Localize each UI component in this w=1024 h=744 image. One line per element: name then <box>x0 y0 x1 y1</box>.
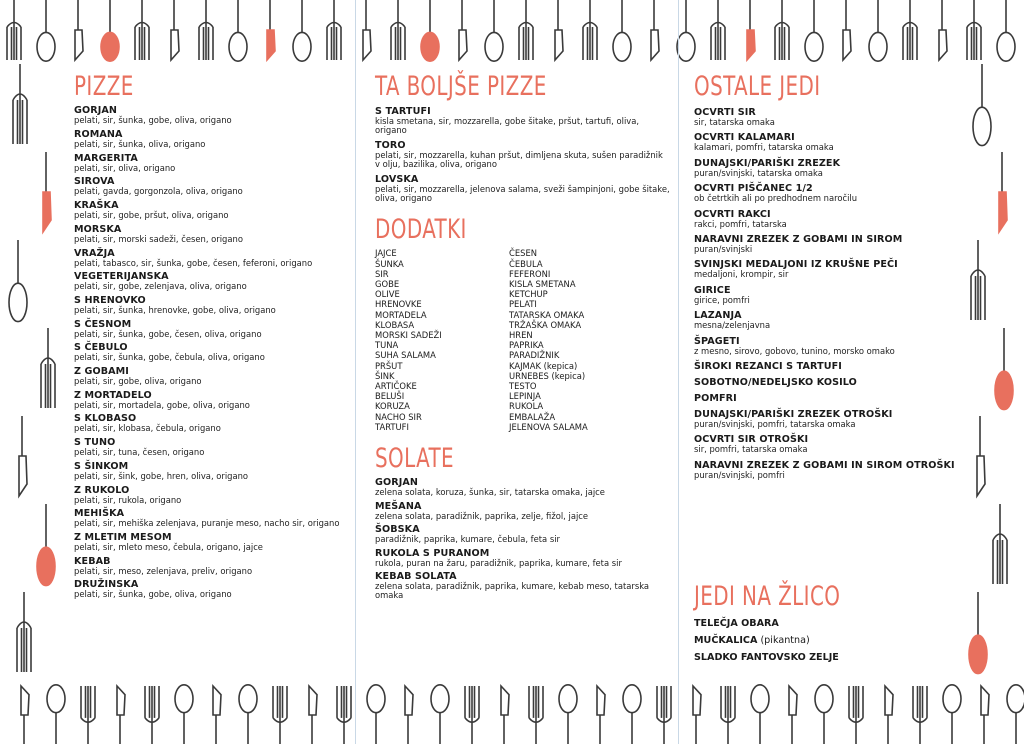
knife-icon <box>977 416 985 496</box>
item-description: pelati, sir, mehiška zelenjava, puranje meso, nacho sir, origano <box>74 518 340 529</box>
item-name: DUNAJSKI/PARIŠKI ZREZEK OTROŠKI <box>694 409 893 421</box>
fork-icon <box>657 686 671 744</box>
spoon-icon <box>995 328 1013 410</box>
panel-middle <box>358 66 676 680</box>
item-name: OCVRTI RAKCI <box>694 208 771 220</box>
item-name: DRUŽINSKA <box>74 579 139 591</box>
item-description: pelati, sir, gobe, pršut, oliva, origano <box>74 210 229 221</box>
dish-item <box>694 361 956 372</box>
item-description: pelati, sir, oliva, origano <box>74 162 176 173</box>
item-description: pelati, sir, gobe, zelenjava, oliva, origano <box>74 281 247 292</box>
item-name: TORO <box>375 139 406 151</box>
item-name: KEBAB SOLATA <box>375 571 457 583</box>
item-name: S TARTUFI <box>375 106 431 117</box>
addon-item: SIR <box>375 268 389 279</box>
dish-item <box>694 310 956 330</box>
knife-icon <box>459 0 467 60</box>
pizza-item <box>74 342 344 362</box>
pizza-item <box>74 224 344 244</box>
item-description: paradižnik, paprika, kumare, čebula, feta sir <box>375 534 560 545</box>
fork-icon <box>529 686 543 744</box>
item-description: pelati, sir, šunka, gobe, oliva, origano <box>74 115 232 126</box>
item-name: Z MORTADELO <box>74 389 152 401</box>
item-name: MUČKALICA <box>694 635 758 646</box>
knife-icon <box>651 0 659 60</box>
item-name: MEHIŠKA <box>74 508 125 520</box>
item-name: Z MLETIM MESOM <box>74 531 172 543</box>
addon-item: LEPINJA <box>509 391 541 402</box>
item-description: pelati, sir, šunka, gobe, čebula, oliva, origano <box>74 352 265 363</box>
spoon-icon <box>37 0 55 61</box>
spoon-icon <box>239 685 257 744</box>
fork-icon <box>273 686 287 744</box>
fork-icon <box>465 686 479 744</box>
spoon-icon <box>9 240 27 322</box>
section-title-jedi-na-zlico: JEDI NA ŽLICO <box>694 581 841 612</box>
premium-pizza-item <box>375 140 670 170</box>
item-name: S ŠINKOM <box>74 460 129 472</box>
item-name: NARAVNI ZREZEK Z GOBAMI IN SIROM <box>694 234 903 246</box>
fork-icon <box>993 504 1007 584</box>
fork-icon <box>391 0 405 60</box>
fork-icon <box>903 0 917 60</box>
item-description: zelena solata, paradižnik, paprika, kumare, kebab meso, tatarska omaka <box>375 581 650 601</box>
knife-icon <box>21 686 29 744</box>
spoon-icon <box>101 0 119 61</box>
pizza-item <box>74 413 344 433</box>
item-description: kalamari, pomfri, tatarska omaka <box>694 142 834 153</box>
fork-icon <box>721 686 735 744</box>
fold-line-left <box>355 0 356 744</box>
addon-item: HRENOVKE <box>375 299 422 310</box>
fork-icon <box>145 686 159 744</box>
fork-icon <box>711 0 725 60</box>
section-title-ostale-jedi: OSTALE JEDI <box>694 71 821 102</box>
item-name: GIRICE <box>694 284 731 296</box>
item-description: puran/svinjski, tatarska omaka <box>694 167 823 178</box>
pizza-item <box>74 271 344 291</box>
addon-item: OLIVE <box>375 289 400 300</box>
fork-icon <box>327 0 341 60</box>
spoon-dish-item <box>694 618 956 629</box>
addon-item: SUHA SALAMA <box>375 350 436 361</box>
fork-icon <box>519 0 533 60</box>
item-description: zelena solata, paradižnik, paprika, zelje, fižol, jajce <box>375 510 589 521</box>
item-description: puran/svinjski, pomfri, tatarska omaka <box>694 419 856 430</box>
knife-icon <box>309 686 317 744</box>
pizza-item <box>74 200 344 220</box>
item-name: ROMANA <box>74 129 123 140</box>
item-description: pelati, sir, mortadela, gobe, oliva, origano <box>74 399 250 410</box>
item-name: S HRENOVKO <box>74 294 146 306</box>
spoon-icon <box>969 592 987 674</box>
spoon-icon <box>623 685 641 744</box>
item-description: pelati, sir, mozzarella, kuhan pršut, dimljena skuta, sušen paradižnik v olju, bazilika, oliva, origano <box>375 149 663 170</box>
spoon-icon <box>869 0 887 61</box>
section-title-solate: SOLATE <box>375 443 455 475</box>
fork-icon <box>17 592 31 672</box>
dish-item <box>694 460 956 480</box>
pizze-list <box>74 105 344 599</box>
item-description: pelati, sir, šunka, hrenovke, gobe, oliva, origano <box>74 304 276 315</box>
addon-item: KLOBASA <box>375 319 415 330</box>
utensil-border-bottom <box>0 680 1024 744</box>
addon-item: MORSKI SADEŽI <box>375 330 442 341</box>
knife-icon <box>939 0 947 60</box>
pizza-item <box>74 532 344 552</box>
item-name: RUKOLA S PURANOM <box>375 547 490 559</box>
item-description: z mesno, sirovo, gobovo, tunino, morsko omako <box>694 345 895 356</box>
addon-item: HREN <box>509 330 533 341</box>
item-name: KEBAB <box>74 555 111 567</box>
knife-icon <box>885 686 893 744</box>
knife-icon <box>999 152 1007 232</box>
salad-item <box>375 524 670 544</box>
item-name: SLADKO FANTOVSKO ZELJE <box>694 652 839 663</box>
fork-icon <box>971 240 985 320</box>
utensil-border-left <box>0 60 70 685</box>
item-description: pelati, sir, tuna, česen, origano <box>74 447 205 458</box>
ta-bolse-pizze-list <box>375 106 670 203</box>
pizza-item <box>74 556 344 576</box>
pizza-item <box>74 461 344 481</box>
spoon-icon <box>1007 685 1024 744</box>
knife-icon <box>747 0 755 60</box>
dish-item <box>694 107 956 127</box>
dish-item <box>694 132 956 152</box>
fork-icon <box>913 686 927 744</box>
dodatki-list <box>375 248 670 438</box>
pizza-item <box>74 437 344 457</box>
item-description: medaljoni, krompir, sir <box>694 269 789 280</box>
item-description: pelati, sir, šunka, gobe, česen, oliva, origano <box>74 328 262 339</box>
item-name: SVINJSKI MEDALJONI IZ KRUŠNE PEČI <box>694 259 898 271</box>
addon-item: TESTO <box>509 381 537 392</box>
jedi-na-zlico-list <box>694 618 956 663</box>
knife-icon <box>171 0 179 60</box>
salad-item <box>375 571 670 601</box>
spoon-icon <box>997 0 1015 61</box>
addon-item: GOBE <box>375 279 400 290</box>
item-description: pelati, sir, rukola, origano <box>74 494 182 505</box>
premium-pizza-item <box>375 174 670 204</box>
item-note: (pikantna) <box>757 635 810 646</box>
knife-icon <box>501 686 509 744</box>
item-description: puran/svinjski, pomfri <box>694 469 785 480</box>
knife-icon <box>555 0 563 60</box>
item-name: OCVRTI PIŠČANEC 1/2 <box>694 183 813 195</box>
item-name: VEGETERIJANSKA <box>74 271 169 283</box>
spoon-icon <box>367 685 385 744</box>
knife-icon <box>597 686 605 744</box>
addon-item: ŠINK <box>375 370 395 381</box>
item-description: kisla smetana, sir, mozzarella, gobe šitake, pršut, tartufi, oliva, origano <box>375 116 640 136</box>
addon-item: ARTIČOKE <box>375 381 417 392</box>
fork-icon <box>13 64 27 144</box>
addon-item: TATARSKA OMAKA <box>509 309 585 320</box>
item-description: pelati, sir, mleto meso, čebula, origano, jajce <box>74 541 263 552</box>
addon-item: TARTUFI <box>375 421 409 432</box>
addon-item: ČEBULA <box>509 258 543 269</box>
item-description: pelati, gavda, gorgonzola, oliva, origano <box>74 186 243 197</box>
item-name: Z GOBAMI <box>74 366 129 378</box>
addon-item: KISLA SMETANA <box>509 279 576 290</box>
item-name: OCVRTI SIR <box>694 107 756 118</box>
addon-item: PELATI <box>509 299 537 310</box>
fork-icon <box>7 0 21 60</box>
pizza-item <box>74 105 344 125</box>
item-description: puran/svinjski <box>694 244 753 255</box>
addon-item: TUNA <box>375 340 399 351</box>
item-name: GORJAN <box>74 105 118 117</box>
spoon-icon <box>37 504 55 586</box>
addon-item: KETCHUP <box>509 289 548 300</box>
dish-item <box>694 234 956 254</box>
item-name: NARAVNI ZREZEK Z GOBAMI IN SIROM OTROŠKI <box>694 459 955 471</box>
item-description: mesna/zelenjavna <box>694 320 771 331</box>
spoon-dish-item <box>694 635 956 646</box>
pizza-item <box>74 366 344 386</box>
knife-icon <box>693 686 701 744</box>
fork-icon <box>849 686 863 744</box>
item-name: DUNAJSKI/PARIŠKI ZREZEK <box>694 157 841 169</box>
addon-item: JAJCE <box>375 248 397 259</box>
item-description: pelati, sir, gobe, oliva, origano <box>74 376 202 387</box>
item-name: S ČEBULO <box>74 342 128 354</box>
addon-item: ŠUNKA <box>375 258 404 269</box>
salad-item <box>375 477 670 497</box>
item-name: Z RUKOLO <box>74 484 130 496</box>
pizza-item <box>74 176 344 196</box>
spoon-icon <box>293 0 311 61</box>
item-name: MORSKA <box>74 223 122 235</box>
item-description: pelati, sir, šink, gobe, hren, oliva, origano <box>74 470 249 481</box>
section-title-dodatki: DODATKI <box>375 214 467 246</box>
addon-item: PARADIŽNIK <box>509 350 560 361</box>
spoon-icon <box>943 685 961 744</box>
addon-item: PRŠUT <box>375 360 403 371</box>
dish-item <box>694 393 956 404</box>
item-name: SIROVA <box>74 176 115 188</box>
item-description: pelati, sir, šunka, gobe, oliva, origano <box>74 589 232 600</box>
dish-item <box>694 259 956 279</box>
item-name: ŠPAGETI <box>694 335 740 347</box>
addon-item: URNEBES (kepica) <box>509 370 586 381</box>
item-name: ŠIROKI REZANCI S TARTUFI <box>694 361 842 373</box>
item-name: LAZANJA <box>694 310 742 322</box>
item-description: rukola, puran na žaru, paradižnik, paprika, kumare, feta sir <box>375 557 622 568</box>
spoon-icon <box>677 0 695 61</box>
fork-icon <box>967 0 981 60</box>
dish-item <box>694 409 956 429</box>
fork-icon <box>81 686 95 744</box>
item-name: S KLOBASO <box>74 413 137 425</box>
pizza-item <box>74 508 344 528</box>
addon-item: PAPRIKA <box>509 340 544 351</box>
item-description: zelena solata, koruza, šunka, sir, tatarska omaka, jajce <box>375 487 605 498</box>
item-name: SOBOTNO/NEDELJSKO KOSILO <box>694 377 857 389</box>
knife-icon <box>43 152 51 232</box>
addon-item: EMBALAŽA <box>509 411 556 422</box>
item-description: pelati, sir, meso, zelenjava, preliv, origano <box>74 565 253 576</box>
item-name: OCVRTI SIR OTROŠKI <box>694 434 809 446</box>
addon-item: MORTADELA <box>375 309 427 320</box>
spoon-icon <box>421 0 439 61</box>
addon-item: KORUZA <box>375 401 410 412</box>
section-title-pizze: PIZZE <box>74 71 134 102</box>
fork-icon <box>199 0 213 60</box>
knife-icon <box>405 686 413 744</box>
knife-icon <box>843 0 851 60</box>
item-description: rakci, pomfri, tatarska <box>694 218 787 229</box>
addon-item: KAJMAK (kepica) <box>509 360 578 371</box>
knife-icon <box>363 0 371 60</box>
dish-item <box>694 158 956 178</box>
fork-icon <box>775 0 789 60</box>
item-description: sir, pomfri, tatarska omaka <box>694 444 808 455</box>
panel-ostale <box>681 66 958 680</box>
spoon-icon <box>431 685 449 744</box>
item-description: sir, tatarska omaka <box>694 117 775 127</box>
utensil-border-right <box>958 60 1024 685</box>
spoon-icon <box>973 64 991 146</box>
knife-icon <box>213 686 221 744</box>
addon-item: BELUŠI <box>375 391 405 402</box>
knife-icon <box>981 686 989 744</box>
addon-item: JELENOVA SALAMA <box>509 421 588 432</box>
dish-item <box>694 434 956 454</box>
spoon-icon <box>559 685 577 744</box>
spoon-icon <box>815 685 833 744</box>
item-description: pelati, sir, šunka, oliva, origano <box>74 139 206 149</box>
solate-list <box>375 477 670 600</box>
item-name: OCVRTI KALAMARI <box>694 132 795 144</box>
item-name: MARGERITA <box>74 152 138 164</box>
item-name: TELEČJA OBARA <box>694 618 779 629</box>
spoon-icon <box>175 685 193 744</box>
spoon-dish-item <box>694 652 956 663</box>
spoon-icon <box>485 0 503 61</box>
pizza-item <box>74 295 344 315</box>
salad-item <box>375 501 670 521</box>
dish-item <box>694 285 956 305</box>
dish-item <box>694 209 956 229</box>
addon-item: TRŽAŠKA OMAKA <box>509 319 582 330</box>
ostale-jedi-list <box>694 107 956 480</box>
premium-pizza-item <box>375 106 670 136</box>
item-name: ŠOBSKA <box>375 524 420 536</box>
pizza-item <box>74 485 344 505</box>
addon-item: FEFERONI <box>509 268 551 279</box>
pizza-item <box>74 153 344 173</box>
item-name: MEŠANA <box>375 500 422 512</box>
dish-item <box>694 183 956 203</box>
dish-item <box>694 377 956 388</box>
fork-icon <box>337 686 351 744</box>
spoon-icon <box>613 0 631 61</box>
addon-item: ČESEN <box>509 248 538 259</box>
spoon-icon <box>229 0 247 61</box>
pizza-item <box>74 129 344 149</box>
addon-item: RUKOLA <box>509 401 544 412</box>
pizza-item <box>74 390 344 410</box>
item-description: pelati, sir, klobasa, čebula, origano <box>74 423 221 434</box>
item-description: pelati, sir, mozzarella, jelenova salama, sveži šampinjoni, gobe šitake, oliva, origano <box>375 183 670 204</box>
pizza-item <box>74 319 344 339</box>
knife-icon <box>19 416 27 496</box>
item-description: girice, pomfri <box>694 294 750 305</box>
item-name: POMFRI <box>694 393 737 405</box>
spoon-icon <box>805 0 823 61</box>
item-name: GORJAN <box>375 477 419 489</box>
spoon-icon <box>47 685 65 744</box>
salad-item <box>375 548 670 568</box>
fold-line-right <box>678 0 679 744</box>
fork-icon <box>135 0 149 60</box>
item-name: VRAŽJA <box>74 247 115 259</box>
dish-item <box>694 336 956 356</box>
panel-pizze <box>68 66 352 680</box>
knife-icon <box>267 0 275 60</box>
pizza-item <box>74 579 344 599</box>
item-description: ob četrtkih ali po predhodnem naročilu <box>694 193 858 204</box>
fork-icon <box>41 328 55 408</box>
item-name: S ČESNOM <box>74 318 132 330</box>
spoon-icon <box>751 685 769 744</box>
knife-icon <box>789 686 797 744</box>
addon-item: NACHO SIR <box>375 411 422 422</box>
fork-icon <box>583 0 597 60</box>
pizza-item <box>74 248 344 268</box>
knife-icon <box>117 686 125 744</box>
item-name: KRAŠKA <box>74 200 119 212</box>
section-title-ta-bolse-pizze: TA BOLJŠE PIZZE <box>375 71 547 102</box>
item-description: pelati, tabasco, sir, šunka, gobe, česen, feferoni, origano <box>74 257 313 268</box>
item-description: pelati, sir, morski sadeži, česen, origano <box>74 233 243 244</box>
utensil-border-top <box>0 0 1024 66</box>
item-name: LOVSKA <box>375 173 419 185</box>
knife-icon <box>75 0 83 60</box>
item-name: S TUNO <box>74 437 116 449</box>
